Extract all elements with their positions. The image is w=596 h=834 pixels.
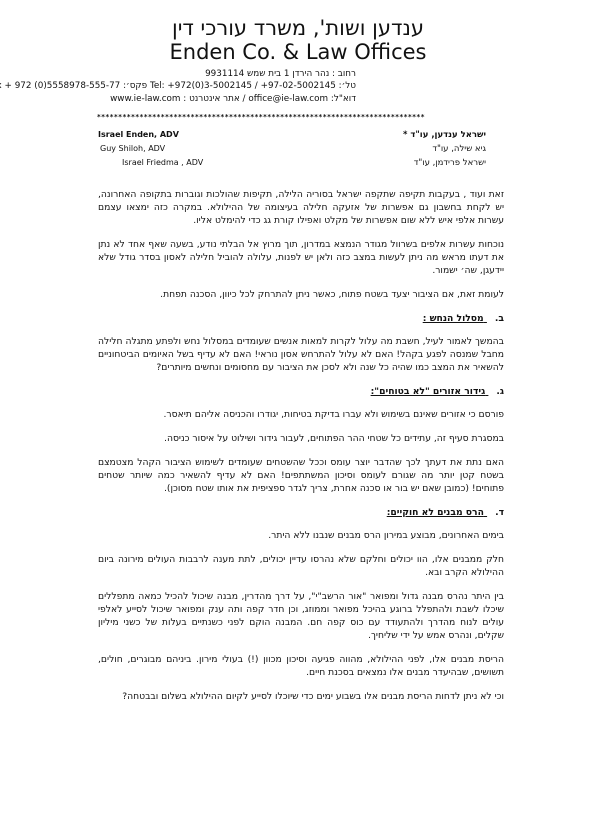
section-heading-d	[98, 506, 504, 519]
partner-he-1: ישראל ענדען, עו"ד *	[402, 130, 486, 140]
paragraph-6: במסגרת סעיף זה, עתידים כל שטחי ההר הפתוחים, לעבור גידור ושילוט על איסור כניסה.	[164, 433, 504, 444]
paragraph-2: נוכחות עשרות אלפים בשרוול מגודר הנמצא במדרון, תוך מרוץ אל הבלתי נודע, בשעה שאף אחד לא נתן את דעתו מראש מה ניתן לעשות במצב כזה ולאן יש לפנות, עלולה להוביל חלילה לאסון בסדר גודל שלא יידעגן, שה׳ ישמור.	[98, 239, 504, 276]
section-title-d: הרס מבנים לא חוקיים:	[386, 507, 484, 518]
paragraph-5: פורסם כי אזורים שאינם בשימוש ולא עברו בדיקת בטיחות, יגודרו והכניסה אליהם תיאסר.	[163, 409, 504, 420]
paragraph-11: הריסת מבנים אלו, לפני ההילולא, מהווה פגיעה וסיכון מכוון (!) בעולי מירון. ביניהם מבוגרים, חולים, תשושים, שבהיעדר מבנים אלו נמצאים בסכנת חיים.	[98, 654, 504, 678]
section-number-g: ג.	[496, 386, 504, 397]
letterhead-address: רחוב : נהר הירדן 1 בית שמש 9931114	[205, 69, 356, 79]
paragraph-4: בהמשך לאמור לעיל, חשבת מה עלול לקרות למאות אנשים שעומדים במסלול נחש ולפתע מתגלה חלילה מחבל שמנסה לפגע בקהל! האם לא עלול להתרחש אסון נוראי! האם לא עדיף בשל האיומים הביטחוניים להשאיר את המצב כמו שהיה כל שנה ולא לסכן את הציבור עם מחסומים ונחשים מיותרים?	[98, 336, 504, 373]
partners-hebrew	[403, 128, 486, 170]
section-heading-b	[98, 312, 504, 325]
partners-english	[98, 128, 203, 170]
paragraph-9: חלק ממבנים אלו, הוו יכולים וחלקם שלא נהרסו עדיין יכולים, לתת מענה לרבבות העולים מירונה ביום ההילולא הקרב ובא.	[98, 554, 504, 578]
letterhead-web-email: דוא"ל: office@ie-law.com / אתר אינטרנט : www.ie-law.com	[110, 94, 356, 104]
partner-en-3: Israel Friedma , ADV	[122, 158, 204, 167]
paragraph-8: בימים האחרונים, מבוצע במירון הרס מבנים שנבנו ללא היתר.	[268, 530, 504, 541]
partner-he-2: גיא שילה, עו"ד	[432, 144, 486, 154]
paragraph-3: לעומת זאת, אם הציבור יצעד בשטח פתוח, כאשר ניתן להתרחק לכל כיוון, הסכנה תפחת.	[160, 289, 504, 300]
partner-he-3: ישראל פרידמן, עו"ד	[413, 158, 486, 168]
letterhead-phones: טל׳: 97-02-5002145+ / Tel: +972(0)3-5002145 פקס׳: 5558978-555-77(0) 972 +	[4, 81, 356, 91]
letter-body	[98, 188, 504, 714]
partner-en-2: Guy Shiloh, ADV	[100, 144, 166, 153]
letterhead-title-english: Enden Co. & Law Offices	[169, 40, 427, 64]
section-number-b: ב.	[494, 313, 504, 324]
asterisk-divider: *****************************************************************************	[97, 113, 426, 121]
paragraph-7: האם נתת את דעתך לכך שהדבר יוצר עומס וככל שהשטחים שעומדים לשימוש הציבור הקהל מצטמצם בשטח קטן יותר מה שגורם לעומס וסיכון המשתתפים! האם לא עדיף להשאיר כמה שיותר שטחים פתוחים! (כמובן שאם יש בור או סכנה אחרת, צריך לגדר ספציפית את אותו שטח מסוכן).	[98, 457, 504, 494]
paragraph-10: בין היתר נהרס מבנה גדול ומפואר "אור הרשב"י", על דרך מהדרין, מבנה שיכול להכיל כמאה מתפללים שיכלו לשבת ולהתפלל ברוגע בהיכל מפואר וממוזג, וכן חדר קפה ותה ענק ומפואר שיכול לסייע לאלפי עולים לנוח מהדרך ולהתעודד עם כוס קפה חם. המבנה הוקם לפני כשנתיים בעלות של כשני מיליון שקלים, ונהרס אמש על ידי שליחיך.	[98, 591, 504, 641]
section-heading-g	[98, 385, 504, 398]
letterhead-title-hebrew: ענדען ושות', משרד עורכי דין	[171, 16, 425, 40]
section-title-b: מסלול הנחש :	[422, 313, 484, 324]
paragraph-12: וכי לא ניתן לדחות הריסת מבנים אלו בשבוע ימים כדי שיוכלו לסייע לקיום ההילולא בשלום ובבטחה?	[122, 691, 504, 702]
section-title-g: גידור אזורים "לא בטוחים":	[370, 386, 486, 397]
paragraph-1: זאת ועוד , בעקבות תקיפה שתקפה ישראל בסוריה הלילה, תקיפות שהולכות וגוברות בתקופה האחרונה, יש לקחת בחשבון גם אפשרות של אזעקה חלילה בעיצומה של ההילולא. במקרה כזה ימצאו עצמם עשרות אלפי איש ללא שום אפשרות של מקלט ואפילו קורת גג כדי להימלט אליו.	[98, 189, 504, 226]
section-number-d: ד.	[495, 507, 504, 518]
partner-en-1: Israel Enden, ADV	[98, 130, 179, 139]
